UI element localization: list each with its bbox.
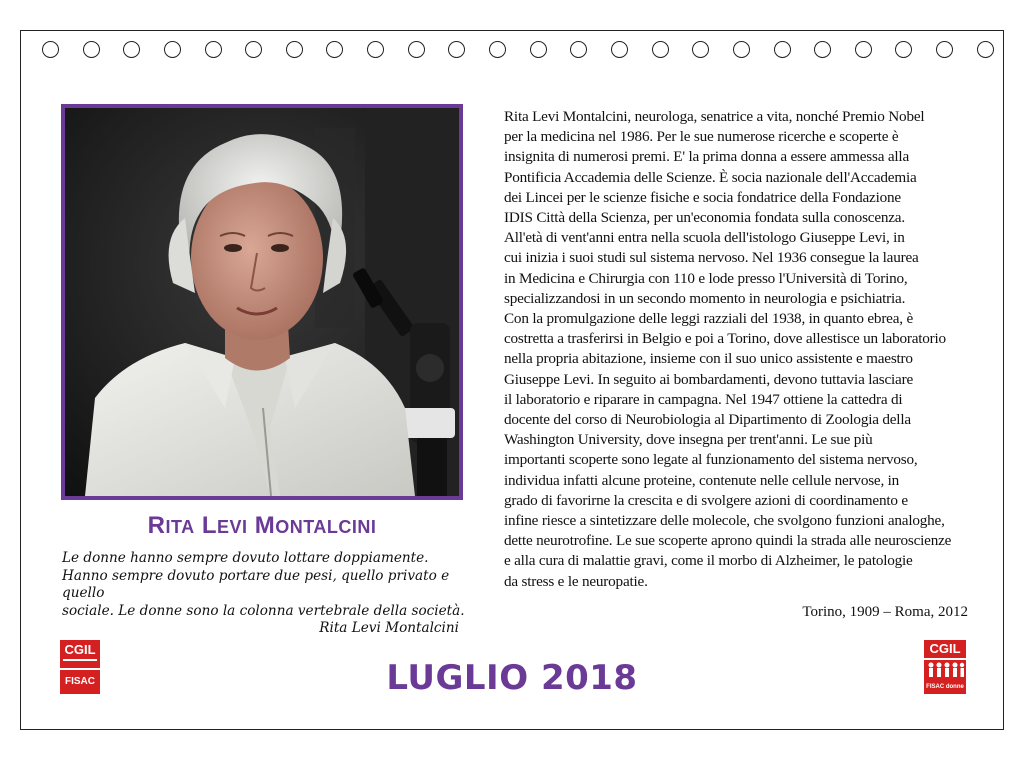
biography-line: dei Lincei per le scienze fisiche e socia fondatrice della Fondazione <box>504 188 901 206</box>
biography-line: nella propria abitazione, insieme con il suo unico assistente e maestro <box>504 350 913 368</box>
biography-line: in Medicina e Chirurgia con 110 e lode presso l'Università di Torino, <box>504 269 908 287</box>
name-initial-3: M <box>254 512 276 539</box>
binder-ring <box>895 41 912 58</box>
binder-ring <box>570 41 587 58</box>
month-title: LUGLIO 2018 <box>386 658 638 698</box>
biography-line: e alla cura di malattie gravi, come il morbo di Alzheimer, le patologie <box>504 552 913 570</box>
biography-line: insignita di numerosi premi. E' la prima donna a essere ammessa alla <box>504 148 909 166</box>
biography-line: Washington University, dove insegna per trent'anni. Le sue più <box>504 431 873 449</box>
biography-line: grado di favorirne la crescita e di svolgere azioni di coordinamento e <box>504 491 908 509</box>
quote-author: Rita Levi Montalcini <box>319 620 459 636</box>
biography-line: costretta a trasferirsi in Belgio e poi a Torino, dove allestisce un laboratorio <box>504 330 946 348</box>
binder-ring <box>855 41 872 58</box>
biography-line: Rita Levi Montalcini, neurologa, senatrice a vita, nonché Premio Nobel <box>504 108 925 125</box>
biography-line: Con la promulgazione delle leggi razziali del 1938, in quanto ebrea, è <box>504 310 913 328</box>
binder-ring <box>123 41 140 58</box>
name-rest-3: ONTALCINI <box>275 517 377 537</box>
name-rest-1: ITA <box>165 517 195 537</box>
biography-line: il laboratorio e riparare in campagna. Nel 1947 ottiene la cattedra di <box>504 390 903 408</box>
binder-ring <box>814 41 831 58</box>
quote <box>62 550 467 638</box>
logo-left-top: CGIL <box>64 642 96 657</box>
biography-line: cui inizia i suoi studi sul sistema nervoso. Nel 1936 consegue la laurea <box>504 249 919 267</box>
cgil-fisac-donne-logo <box>924 640 966 694</box>
binder-ring <box>530 41 547 58</box>
binder-ring <box>326 41 343 58</box>
binder-ring <box>83 41 100 58</box>
portrait-photo <box>61 104 463 500</box>
life-dates: Torino, 1909 – Roma, 2012 <box>802 604 968 620</box>
binder-ring <box>42 41 59 58</box>
cgil-fisac-logo <box>60 640 100 694</box>
logo-right-top: CGIL <box>924 640 966 658</box>
binder-ring <box>733 41 750 58</box>
logo-left-bottom: FISAC <box>60 670 100 694</box>
biography-text <box>504 107 967 592</box>
binder-ring <box>205 41 222 58</box>
binder-rings <box>42 41 994 61</box>
biography-line: individua infatti alcune proteine, contenute nelle cellule nervose, in <box>504 471 900 489</box>
biography-line: infine riesce a sintetizzare delle molecole, che svolgono funzioni analoghe, <box>504 512 945 530</box>
binder-ring <box>448 41 465 58</box>
biography-line: Giuseppe Levi. In seguito ai bombardamenti, devono tuttavia lasciare <box>504 370 913 388</box>
binder-ring <box>692 41 709 58</box>
binder-ring <box>977 41 994 58</box>
binder-ring <box>164 41 181 58</box>
biography-line: dette neurotrofine. Le sue scoperte aprono quindi la strada alle neuroscienze <box>504 532 952 550</box>
binder-ring <box>774 41 791 58</box>
binder-ring <box>286 41 303 58</box>
person-name <box>61 512 463 540</box>
portrait-illustration <box>65 108 459 496</box>
name-initial-2: L <box>201 512 217 539</box>
biography-line: Pontificia Accademia delle Scienze. È socia nazionale dell'Accademia <box>504 168 917 186</box>
binder-ring <box>408 41 425 58</box>
biography-line: per la medicina nel 1986. Per le sue numerose ricerche e scoperte è <box>504 128 899 146</box>
binder-ring <box>245 41 262 58</box>
biography-line: importanti scoperte sono legate al funzionamento del sistema nervoso, <box>504 451 918 469</box>
name-rest-2: EVI <box>217 517 248 537</box>
name-initial-1: R <box>147 512 166 539</box>
quote-line: Le donne hanno sempre dovuto lottare doppiamente. <box>62 550 429 566</box>
biography-line: IDIS Città della Scienza, per un'economia fondata sulla conoscenza. <box>504 209 905 227</box>
logo-right-bottom: FISAC donne <box>926 684 964 690</box>
binder-ring <box>367 41 384 58</box>
biography-line: specializzandosi in un secondo momento in neurologia e psichiatria. <box>504 289 906 307</box>
binder-ring <box>611 41 628 58</box>
binder-ring <box>936 41 953 58</box>
binder-ring <box>652 41 669 58</box>
binder-ring <box>489 41 506 58</box>
people-icon <box>924 660 966 682</box>
biography-line: docente del corso di Neurobiologia al Dipartimento di Zoologia della <box>504 411 911 429</box>
biography-line: All'età di vent'anni entra nella scuola dell'istologo Giuseppe Levi, in <box>504 229 905 247</box>
quote-line: Hanno sempre dovuto portare due pesi, quello privato e quello <box>62 567 450 601</box>
quote-line: sociale. Le donne sono la colonna vertebrale della società. <box>62 602 465 619</box>
biography-line: da stress e le neuropatie. <box>504 572 648 590</box>
